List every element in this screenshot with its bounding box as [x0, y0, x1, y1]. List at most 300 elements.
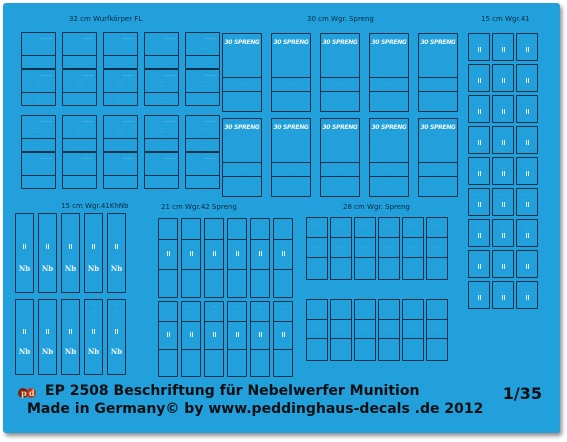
- decal-divider: [272, 91, 310, 92]
- decal-divider: [355, 338, 375, 339]
- decal-divider: [251, 239, 269, 240]
- decal-spreng-mark: 30 SPRENG: [420, 39, 456, 46]
- decal-fine-print: · · ·: [476, 223, 482, 227]
- decal-s15b: [15, 213, 34, 293]
- decal-fine-print: · · · ·: [199, 126, 206, 131]
- decal-fine-print: · · ·: [280, 221, 286, 225]
- decal-divider: [272, 162, 310, 163]
- decal-fine-print: · · ·: [211, 221, 217, 225]
- decal-fine-print: · · ·: [200, 46, 205, 51]
- decal-divider: [419, 91, 457, 92]
- decal-fine-print: · · ·: [476, 99, 482, 103]
- decal-fine-print: · ·: [477, 302, 481, 307]
- decal-fine-print: · ·: [69, 308, 72, 312]
- decal-fine-print: · · ·: [68, 216, 73, 220]
- decal-band-mark: [502, 140, 505, 145]
- decal-divider: [427, 338, 447, 339]
- decal-fine-print: · ·: [525, 54, 529, 59]
- decal-fine-print: · ·: [501, 209, 505, 214]
- decal-divider: [427, 257, 447, 258]
- decal-s28: [378, 217, 400, 280]
- decal-s15a: [468, 64, 490, 92]
- decal-header-text: — — —: [164, 156, 175, 160]
- decal-fine-print: · ·: [525, 104, 529, 108]
- decal-fine-print: · · ·: [118, 46, 123, 51]
- decal-band-mark: [478, 171, 481, 176]
- decal-fine-print: · ·: [501, 135, 505, 139]
- decal-fine-print: · · ·: [434, 344, 440, 349]
- decal-fine-print: · · · ·: [158, 80, 165, 85]
- decal-s21: [250, 301, 270, 377]
- decal-s15a: [492, 33, 514, 61]
- decal-s28: [426, 299, 448, 361]
- decal-divider: [159, 321, 177, 322]
- decal-divider: [205, 269, 223, 270]
- section-title-15cm-41: 15 cm Wgr.41: [481, 15, 530, 23]
- decal-fine-print: · · · ·: [35, 99, 42, 104]
- decal-divider: [307, 319, 327, 320]
- decal-fine-print: · ·: [411, 352, 415, 357]
- decal-fine-print: · · ·: [524, 161, 530, 165]
- decal-nb-mark: Nb: [41, 263, 54, 273]
- decal-band-mark: [478, 140, 481, 145]
- decal-s15a: [492, 250, 514, 278]
- decal-s15a: [516, 157, 538, 185]
- decal-divider: [22, 92, 55, 93]
- decal-band-mark: [236, 251, 239, 256]
- decal-s15b: [61, 213, 80, 293]
- decal-fine-print: · · ·: [36, 129, 41, 134]
- decal-s32: [103, 69, 138, 106]
- decal-fine-print: · · ·: [200, 166, 205, 171]
- decal-fine-print: · · · ·: [76, 43, 83, 48]
- decal-fine-print: · · · ·: [76, 163, 83, 168]
- peddinghaus-logo-icon: [17, 386, 37, 400]
- decal-fine-print: · ·: [477, 197, 481, 201]
- decal-fine-print: · · · ·: [385, 326, 393, 331]
- decal-divider: [307, 237, 327, 238]
- decal-fine-print: · · · · ·: [286, 166, 296, 171]
- decal-s30: [271, 33, 311, 112]
- section-title-28cm: 28 cm Wgr. Spreng: [343, 203, 410, 211]
- decal-fine-print: · · · ·: [199, 43, 206, 48]
- decal-divider: [272, 176, 310, 177]
- decal-divider: [223, 77, 261, 78]
- decal-fine-print: · ·: [258, 226, 262, 230]
- decal-fine-print: · · ·: [188, 221, 194, 225]
- decal-fine-print: · ·: [23, 308, 26, 312]
- decal-s15a: [516, 188, 538, 216]
- decal-header-text: — — —: [82, 119, 93, 123]
- decal-fine-print: · · · ·: [35, 80, 42, 85]
- decal-fine-print: · · · ·: [117, 80, 124, 85]
- decal-divider: [223, 176, 261, 177]
- decal-s28: [306, 217, 328, 280]
- decal-fine-print: · · ·: [386, 181, 392, 186]
- decal-fine-print: · ·: [477, 178, 481, 183]
- decal-band-mark: [502, 78, 505, 83]
- decal-s15a: [492, 281, 514, 309]
- decal-header-text: — — —: [123, 36, 134, 40]
- decal-divider: [223, 91, 261, 92]
- decal-fine-print: · · ·: [386, 96, 392, 101]
- decal-divider: [159, 239, 177, 240]
- decal-spreng-mark: 30 SPRENG: [224, 124, 260, 131]
- decal-fine-print: · ·: [23, 222, 26, 226]
- decal-divider: [419, 162, 457, 163]
- decal-fine-print: · · ·: [36, 94, 41, 99]
- decal-fine-print: · ·: [166, 365, 170, 370]
- decal-divider: [228, 321, 246, 322]
- decal-divider: [145, 175, 178, 176]
- decal-fine-print: · · · · ·: [286, 81, 296, 86]
- decal-fine-print: · ·: [501, 271, 505, 276]
- section-title-30cm: 30 cm Wgr. Spreng: [307, 15, 374, 23]
- decal-fine-print: · · ·: [159, 57, 164, 62]
- decal-fine-print: · · ·: [476, 285, 482, 289]
- decal-band-mark: [167, 251, 170, 256]
- decal-fine-print: · · · ·: [199, 182, 206, 187]
- decal-fine-print: · ·: [387, 352, 391, 357]
- decal-fine-print: · · ·: [435, 96, 441, 101]
- decal-fine-print: · · · ·: [199, 62, 206, 67]
- decal-fine-print: · ·: [525, 290, 529, 294]
- decal-divider: [104, 175, 137, 176]
- decal-s21: [227, 218, 247, 298]
- decal-divider: [63, 55, 96, 56]
- decal-spreng-mark: 30 SPRENG: [224, 39, 260, 46]
- decal-s15a: [516, 126, 538, 154]
- decal-s15a: [468, 281, 490, 309]
- decal-divider: [104, 92, 137, 93]
- decal-fine-print: · · ·: [476, 37, 482, 41]
- decal-fine-print: · · · ·: [117, 145, 124, 150]
- decal-fine-print: · · ·: [434, 222, 440, 226]
- decal-fine-print: · ·: [363, 271, 367, 276]
- decal-fine-print: · · · ·: [158, 163, 165, 168]
- decal-divider: [274, 239, 292, 240]
- decal-fine-print: · · ·: [257, 275, 263, 280]
- decal-s28: [354, 217, 376, 280]
- decal-s32: [21, 32, 56, 69]
- decal-band-mark: [115, 244, 118, 249]
- decal-fine-print: · · · · ·: [237, 81, 247, 86]
- decal-fine-print: · ·: [339, 352, 343, 357]
- decal-divider: [104, 55, 137, 56]
- decal-divider: [379, 257, 399, 258]
- decal-fine-print: · ·: [501, 290, 505, 294]
- decal-band-mark: [502, 202, 505, 207]
- decal-s15a: [468, 250, 490, 278]
- decal-sheet: [3, 3, 560, 433]
- decal-s21: [273, 218, 293, 298]
- decal-fine-print: · ·: [477, 271, 481, 276]
- decal-fine-print: · · ·: [118, 166, 123, 171]
- decal-spreng-mark: 30 SPRENG: [420, 124, 456, 131]
- decal-fine-print: · ·: [525, 197, 529, 201]
- decal-spreng-mark: 30 SPRENG: [273, 39, 309, 46]
- decal-fine-print: · · · ·: [158, 62, 165, 67]
- decal-fine-print: · ·: [525, 259, 529, 263]
- decal-fine-print: · · · ·: [76, 80, 83, 85]
- decal-s21: [158, 301, 178, 377]
- decal-divider: [274, 349, 292, 350]
- decal-s30: [271, 118, 311, 197]
- decal-fine-print: · · ·: [500, 223, 506, 227]
- decal-fine-print: · ·: [525, 73, 529, 77]
- decal-fine-print: · · ·: [159, 94, 164, 99]
- decal-fine-print: · · ·: [500, 192, 506, 196]
- decal-fine-print: · ·: [525, 116, 529, 121]
- decal-fine-print: · · · ·: [35, 126, 42, 131]
- decal-fine-print: · · ·: [36, 83, 41, 88]
- decal-band-mark: [259, 251, 262, 256]
- decal-s32: [103, 32, 138, 69]
- decal-band-mark: [526, 171, 529, 176]
- decal-header-text: — — —: [82, 156, 93, 160]
- decal-divider: [427, 237, 447, 238]
- decal-fine-print: · · ·: [159, 177, 164, 182]
- decal-divider: [403, 319, 423, 320]
- decal-divider: [370, 162, 408, 163]
- decal-divider: [251, 269, 269, 270]
- decal-divider: [63, 138, 96, 139]
- decal-fine-print: · · · ·: [76, 99, 83, 104]
- decal-s21: [181, 301, 201, 377]
- decal-fine-print: · ·: [315, 271, 319, 276]
- decal-fine-print: · · ·: [159, 46, 164, 51]
- decal-fine-print: · ·: [69, 222, 72, 226]
- decal-fine-print: · · · ·: [385, 245, 393, 250]
- decal-fine-print: · · ·: [524, 285, 530, 289]
- decal-spreng-mark: 30 SPRENG: [322, 39, 358, 46]
- decal-s15a: [468, 188, 490, 216]
- decal-nb-mark: Nb: [87, 263, 100, 273]
- decal-band-mark: [259, 332, 262, 337]
- decal-fine-print: · ·: [258, 286, 262, 290]
- decal-divider: [205, 239, 223, 240]
- decal-fine-print: · · ·: [36, 57, 41, 62]
- decal-fine-print: · · · ·: [35, 163, 42, 168]
- decal-s15b: [84, 213, 103, 293]
- decal-fine-print: · ·: [525, 302, 529, 307]
- decal-s28: [330, 299, 352, 361]
- decal-s32: [62, 32, 97, 69]
- decal-divider: [104, 138, 137, 139]
- decal-fine-print: · ·: [525, 166, 529, 170]
- decal-divider: [331, 257, 351, 258]
- decal-fine-print: · · ·: [188, 275, 194, 280]
- decal-fine-print: · · ·: [77, 166, 82, 171]
- decal-fine-print: · · · ·: [117, 126, 124, 131]
- decal-fine-print: · · ·: [159, 129, 164, 134]
- decal-fine-print: · · ·: [200, 129, 205, 134]
- decal-s15a: [468, 157, 490, 185]
- decal-fine-print: · · ·: [36, 140, 41, 145]
- decal-fine-print: · · ·: [410, 263, 416, 268]
- decal-s32: [21, 152, 56, 189]
- decal-s15b: [61, 299, 80, 375]
- decal-divider: [355, 257, 375, 258]
- decal-fine-print: · · ·: [435, 181, 441, 186]
- decal-fine-print: · · ·: [114, 216, 119, 220]
- decal-nb-mark: Nb: [87, 347, 100, 357]
- decal-fine-print: · · · · ·: [335, 81, 345, 86]
- decal-spreng-mark: 30 SPRENG: [371, 124, 407, 131]
- decal-s30: [418, 118, 458, 197]
- decal-fine-print: · · ·: [410, 222, 416, 226]
- decal-header-text: — — —: [164, 119, 175, 123]
- decal-fine-print: · · ·: [476, 68, 482, 72]
- decal-s30: [369, 33, 409, 112]
- decal-band-mark: [526, 264, 529, 269]
- decal-fine-print: · · ·: [524, 254, 530, 258]
- decal-s32: [21, 115, 56, 152]
- decal-divider: [205, 321, 223, 322]
- decal-band-mark: [478, 233, 481, 238]
- section-title-21cm: 21 cm Wgr.42 Spreng: [161, 203, 237, 211]
- decal-fine-print: · ·: [281, 226, 285, 230]
- decal-s21: [250, 218, 270, 298]
- decal-fine-print: · ·: [281, 286, 285, 290]
- decal-fine-print: · · ·: [118, 94, 123, 99]
- decal-fine-print: · · ·: [337, 96, 343, 101]
- decal-fine-print: · · · ·: [199, 99, 206, 104]
- decal-s32: [144, 69, 179, 106]
- decal-fine-print: · · ·: [386, 263, 392, 268]
- decal-fine-print: · ·: [477, 42, 481, 46]
- decal-divider: [228, 269, 246, 270]
- decal-fine-print: · ·: [477, 73, 481, 77]
- decal-fine-print: · · ·: [165, 355, 171, 360]
- decal-s15a: [492, 188, 514, 216]
- decal-band-mark: [478, 109, 481, 114]
- decal-band-mark: [23, 329, 26, 334]
- decal-fine-print: · ·: [525, 271, 529, 276]
- decal-band-mark: [502, 47, 505, 52]
- decal-header-text: — — —: [123, 119, 134, 123]
- decal-band-mark: [167, 332, 170, 337]
- decal-fine-print: · ·: [212, 365, 216, 370]
- decal-fine-print: · · ·: [500, 68, 506, 72]
- decal-fine-print: · · ·: [476, 192, 482, 196]
- decal-fine-print: · ·: [115, 308, 118, 312]
- decal-fine-print: · ·: [525, 147, 529, 152]
- decal-fine-print: · · · ·: [158, 99, 165, 104]
- decal-header-text: — — —: [123, 73, 134, 77]
- decal-divider: [403, 237, 423, 238]
- decal-divider: [182, 321, 200, 322]
- decal-fine-print: · · ·: [288, 181, 294, 186]
- decal-s32: [103, 152, 138, 189]
- decal-fine-print: · ·: [501, 166, 505, 170]
- svg-text:p: p: [21, 388, 27, 398]
- decal-fine-print: · · · ·: [361, 326, 369, 331]
- decal-fine-print: · · ·: [476, 161, 482, 165]
- decal-divider: [274, 269, 292, 270]
- decal-band-mark: [526, 109, 529, 114]
- decal-fine-print: · · · · ·: [384, 166, 394, 171]
- decal-s32: [144, 32, 179, 69]
- decal-header-text: — — —: [205, 119, 216, 123]
- decal-fine-print: · · ·: [410, 304, 416, 308]
- decal-s32: [21, 69, 56, 106]
- decal-fine-print: · · ·: [386, 344, 392, 349]
- decal-s15a: [516, 281, 538, 309]
- decal-fine-print: · ·: [477, 85, 481, 90]
- decal-fine-print: · · · ·: [76, 145, 83, 150]
- decal-fine-print: · · ·: [77, 57, 82, 62]
- decal-band-mark: [69, 244, 72, 249]
- decal-s28: [426, 217, 448, 280]
- decal-fine-print: · ·: [235, 226, 239, 230]
- decal-fine-print: · ·: [477, 147, 481, 152]
- decal-fine-print: · ·: [501, 85, 505, 90]
- decal-band-mark: [236, 332, 239, 337]
- decal-fine-print: · ·: [477, 166, 481, 170]
- decal-fine-print: · · ·: [200, 140, 205, 145]
- decal-fine-print: · ·: [212, 286, 216, 290]
- decal-fine-print: · ·: [435, 271, 439, 276]
- decal-fine-print: · · ·: [22, 302, 27, 306]
- section-title-15cm-41khnb: 15 cm Wgr.41KhNb: [61, 202, 129, 210]
- decal-fine-print: · ·: [477, 290, 481, 294]
- decal-fine-print: · ·: [166, 309, 170, 313]
- decal-fine-print: · · ·: [45, 216, 50, 220]
- decal-band-mark: [502, 171, 505, 176]
- decal-divider: [331, 237, 351, 238]
- decal-divider: [355, 237, 375, 238]
- decal-fine-print: · ·: [501, 42, 505, 46]
- decal-fine-print: · · ·: [118, 177, 123, 182]
- decal-band-mark: [502, 264, 505, 269]
- decal-fine-print: · ·: [235, 286, 239, 290]
- decal-fine-print: · ·: [92, 308, 95, 312]
- decal-divider: [379, 319, 399, 320]
- footer-product-title: EP 2508 Beschriftung für Nebelwerfer Munition: [45, 383, 420, 399]
- decal-fine-print: · · ·: [77, 140, 82, 145]
- decal-fine-print: · ·: [525, 85, 529, 90]
- decal-band-mark: [213, 251, 216, 256]
- decal-fine-print: · ·: [477, 135, 481, 139]
- decal-s15b: [107, 299, 126, 375]
- decal-fine-print: · · ·: [200, 94, 205, 99]
- decal-fine-print: · · · · ·: [237, 166, 247, 171]
- decal-fine-print: · · · ·: [117, 163, 124, 168]
- decal-s32: [185, 32, 220, 69]
- decal-fine-print: · · · ·: [337, 245, 345, 250]
- decal-divider: [370, 176, 408, 177]
- decal-fine-print: · · · ·: [117, 99, 124, 104]
- decal-fine-print: · · ·: [524, 68, 530, 72]
- decal-s32: [185, 115, 220, 152]
- decal-fine-print: · · ·: [188, 304, 194, 308]
- decal-divider: [182, 269, 200, 270]
- decal-divider: [427, 319, 447, 320]
- decal-header-text: — — —: [205, 73, 216, 77]
- decal-band-mark: [526, 233, 529, 238]
- decal-s30: [222, 33, 262, 112]
- decal-s15a: [492, 95, 514, 123]
- decal-fine-print: · · ·: [476, 254, 482, 258]
- decal-fine-print: · ·: [166, 226, 170, 230]
- decal-fine-print: · · ·: [280, 355, 286, 360]
- decal-fine-print: · ·: [258, 365, 262, 370]
- decal-fine-print: · · ·: [314, 344, 320, 349]
- decal-nb-mark: Nb: [18, 263, 31, 273]
- decal-fine-print: · · ·: [200, 83, 205, 88]
- decal-divider: [355, 319, 375, 320]
